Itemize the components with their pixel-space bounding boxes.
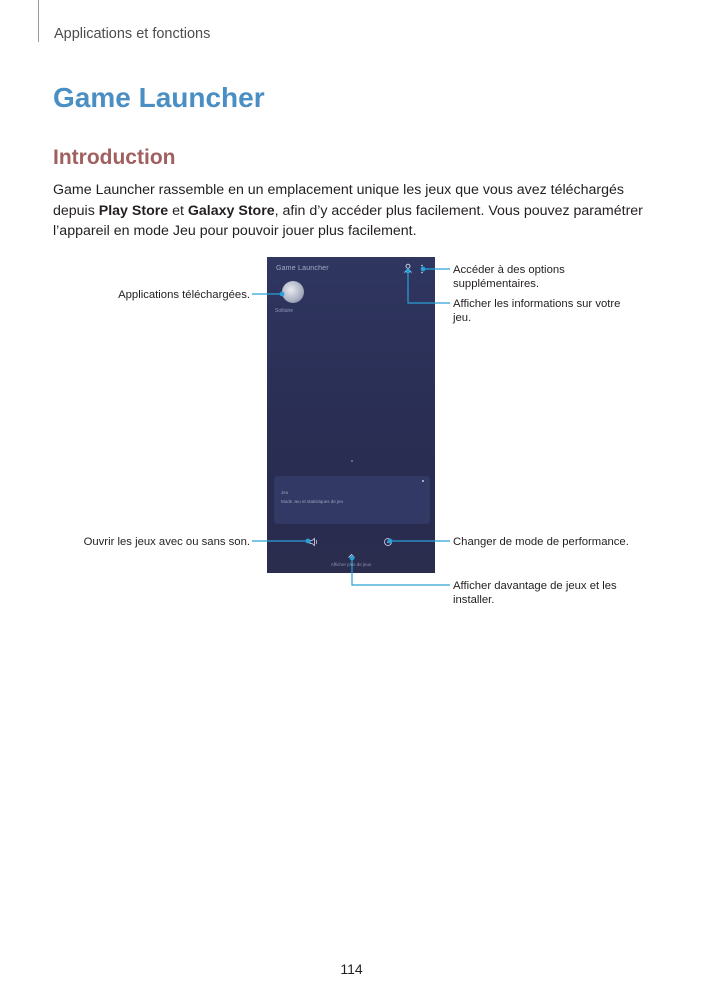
- callout-more-games: Afficher davantage de jeux et les installer.: [453, 580, 617, 606]
- callout-downloaded-apps: Applications téléchargées.: [118, 289, 250, 301]
- performance-mode-icon[interactable]: [381, 535, 395, 549]
- more-options-icon[interactable]: [419, 264, 425, 274]
- game-label: Solitaire: [275, 308, 294, 314]
- chevron-up-icon[interactable]: [347, 553, 356, 559]
- page-number: 114: [340, 961, 363, 977]
- intro-text-1: Game Launcher rassemble en un emplacement unique les jeux que vous avez téléchargés depuis: [53, 182, 624, 219]
- card-dot: [422, 480, 424, 482]
- card-line-2: Mode Jeu et statistiques de jeu: [281, 499, 344, 504]
- sparkle-dot: [351, 460, 353, 462]
- callout-game-info: Afficher les informations sur votre jeu.: [453, 298, 621, 324]
- user-icon[interactable]: [403, 263, 413, 273]
- callout-performance: Changer de mode de performance.: [453, 536, 629, 548]
- running-header: Applications et fonctions: [54, 26, 211, 42]
- downloaded-game-icon[interactable]: [282, 281, 304, 303]
- more-games-label[interactable]: Afficher plus de jeux: [330, 562, 372, 567]
- galaxy-store-term: Galaxy Store: [187, 202, 275, 219]
- callout-sound: Ouvrir les jeux avec ou sans son.: [83, 536, 250, 548]
- callout-more-options: Accéder à des options supplémentaires.: [453, 264, 565, 290]
- card-line-1: Jeu: [281, 490, 289, 495]
- game-launcher-screenshot: [267, 257, 435, 573]
- intro-text-3: , afin d’y accéder plus facilement. Vous pouvez paramétrer l’appareil en mode Jeu pour pouvoir jouer plus facilement.: [53, 202, 643, 239]
- app-title: Game Launcher: [276, 265, 329, 272]
- play-store-term: Play Store: [98, 202, 169, 219]
- game-info-card[interactable]: [274, 476, 430, 524]
- page-title: Game Launcher: [53, 82, 265, 113]
- intro-text-2: et: [168, 202, 188, 219]
- sound-toggle-icon[interactable]: [307, 535, 321, 549]
- intro-paragraph: [53, 180, 653, 242]
- header-rule: [38, 0, 39, 42]
- section-heading: Introduction: [53, 146, 176, 169]
